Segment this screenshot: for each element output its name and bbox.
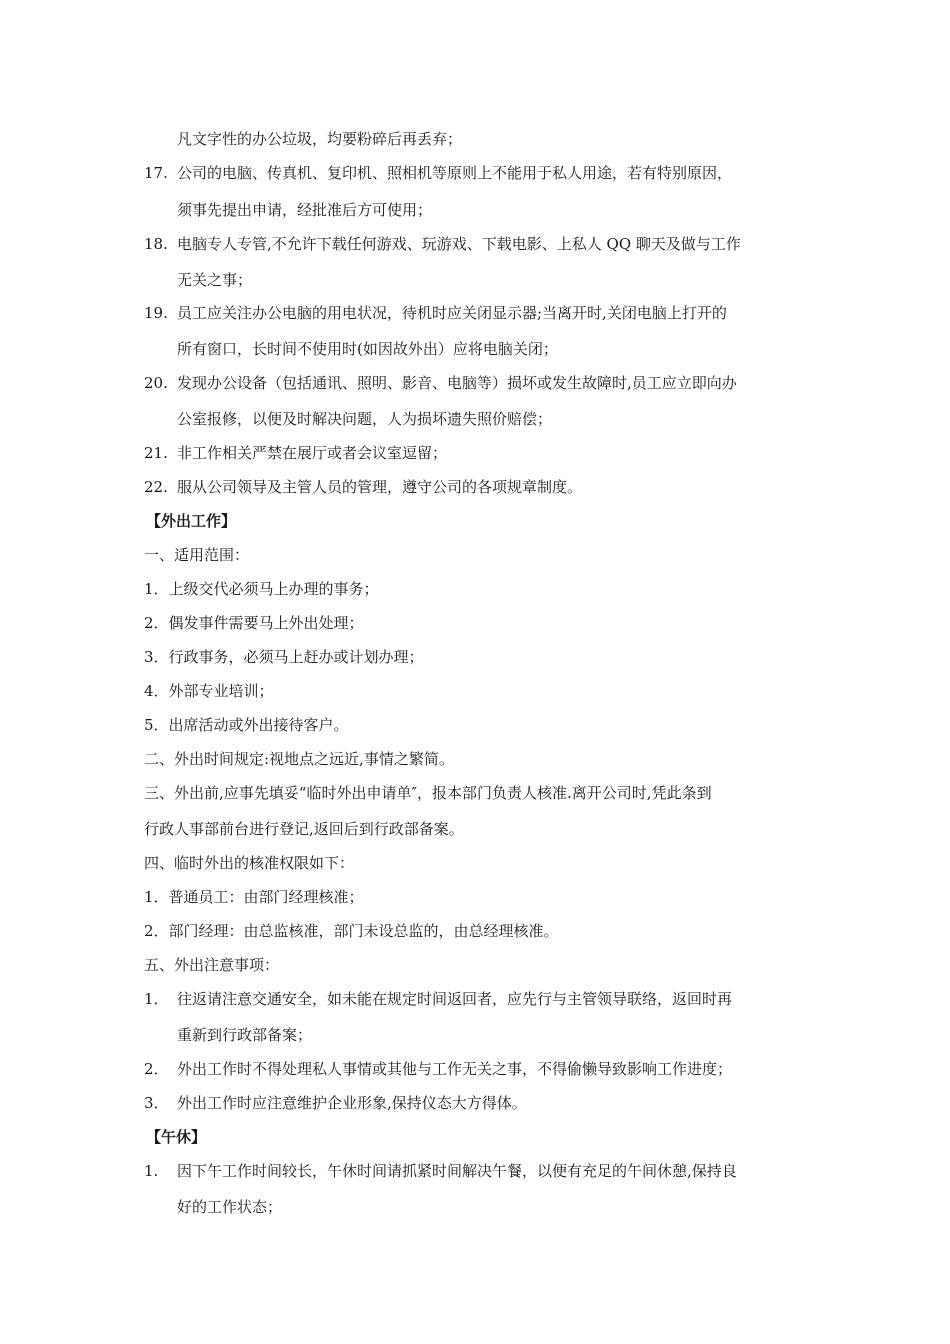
list-item-text: 无关之事； xyxy=(177,271,253,289)
list-item-text: 员工应关注办公电脑的用电状况，待机时应关闭显示器;当离开时,关闭电脑上打开的 xyxy=(177,304,727,322)
list-item-text: 外出工作时应注意维护企业形象,保持仪态大方得体。 xyxy=(177,1094,527,1112)
list-item-text: 公室报修，以便及时解决问题，人为损坏遗失照价赔偿； xyxy=(177,410,553,428)
section-heading-noon-break: 【午休】 xyxy=(146,1128,207,1146)
paragraph-line: 4．外部专业培训； xyxy=(144,682,274,700)
paragraph-line: 5．出席活动或外出接待客户。 xyxy=(144,716,349,734)
list-item-text: 发现办公设备（包括通讯、照明、影音、电脑等）损坏或发生故障时,员工应立即向办 xyxy=(177,374,737,392)
paragraph-line: 2．部门经理：由总监核准，部门未设总监的，由总经理核准。 xyxy=(144,922,559,940)
list-item-text: 服从公司领导及主管人员的管理，遵守公司的各项规章制度。 xyxy=(177,478,583,496)
list-item-text: 好的工作状态； xyxy=(177,1198,283,1216)
list-item-text: 重新到行政部备案； xyxy=(177,1026,313,1044)
list-number: 20. xyxy=(144,374,168,392)
list-number: 17. xyxy=(144,164,168,182)
list-item-text: 外出工作时不得处理私人事情或其他与工作无关之事，不得偷懒导致影响工作进度； xyxy=(177,1060,733,1078)
paragraph-line: 一、适用范围： xyxy=(144,546,250,564)
paragraph-line: 1．普通员工：由部门经理核准； xyxy=(144,888,364,906)
paragraph-line: 2．偶发事件需要马上外出处理； xyxy=(144,614,364,632)
paragraph-line: 凡文字性的办公垃圾，均要粉碎后再丢弃； xyxy=(177,130,463,148)
list-item-text: 非工作相关严禁在展厅或者会议室逗留； xyxy=(177,444,448,462)
list-item-text: 公司的电脑、传真机、复印机、照相机等原则上不能用于私人用途，若有特别原因， xyxy=(177,164,733,182)
paragraph-line: 二、外出时间规定:视地点之远近,事情之繁简。 xyxy=(144,750,454,768)
list-number: 1. xyxy=(144,1162,159,1180)
section-heading-outing: 【外出工作】 xyxy=(146,512,237,530)
list-number: 2． xyxy=(144,1060,169,1078)
list-item-text: 因下午工作时间较长，午休时间请抓紧时间解决午餐，以便有充足的午间休憩,保持良 xyxy=(177,1162,737,1180)
paragraph-line: 五、外出注意事项： xyxy=(144,956,280,974)
paragraph-line: 三、外出前,应事先填妥“临时外出申请单″，报本部门负责人核准.离开公司时,凭此条到 xyxy=(144,784,712,802)
paragraph-line: 3．行政事务，必须马上赶办或计划办理； xyxy=(144,648,424,666)
list-number: 22. xyxy=(144,478,168,496)
list-number: 1． xyxy=(144,990,169,1008)
list-item-text: 电脑专人专管,不允许下载任何游戏、玩游戏、下载电影、上私人 QQ 聊天及做与工作 xyxy=(177,235,741,253)
list-number: 21. xyxy=(144,444,168,462)
list-number: 3． xyxy=(144,1094,169,1112)
paragraph-line: 行政人事部前台进行登记,返回后到行政部备案。 xyxy=(144,820,464,838)
list-number: 18. xyxy=(144,235,168,253)
paragraph-line: 四、临时外出的核准权限如下： xyxy=(144,854,355,872)
list-item-text: 往返请注意交通安全，如未能在规定时间返回者，应先行与主管领导联络，返回时再 xyxy=(177,990,733,1008)
list-item-text: 须事先提出申请，经批准后方可使用； xyxy=(177,201,433,219)
paragraph-line: 1．上级交代必须马上办理的事务； xyxy=(144,580,379,598)
list-item-text: 所有窗口，长时间不使用时(如因故外出）应将电脑关闭； xyxy=(177,340,558,358)
list-number: 19. xyxy=(144,304,168,322)
